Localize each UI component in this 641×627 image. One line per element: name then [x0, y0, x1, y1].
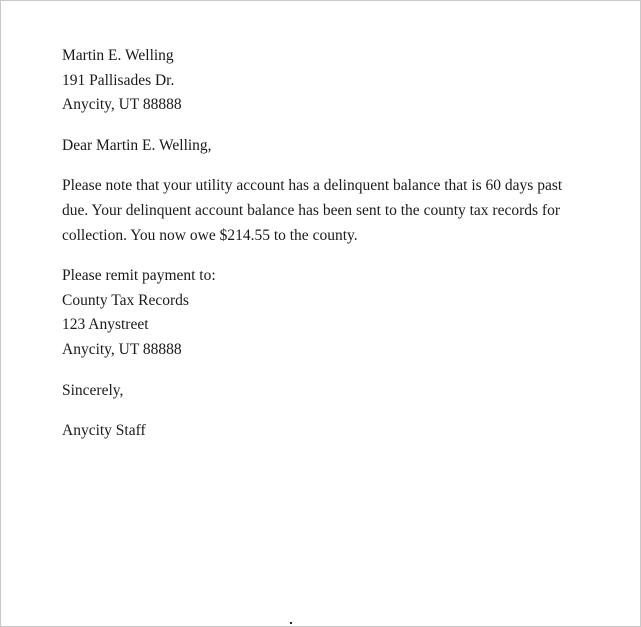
signature: Anycity Staff: [62, 422, 146, 440]
remit-heading: Please remit payment to:: [62, 267, 216, 285]
salutation: Dear Martin E. Welling,: [62, 136, 212, 154]
page-marker-dot: [290, 622, 292, 624]
recipient-city-state-zip: Anycity, UT 88888: [62, 96, 182, 114]
recipient-name: Martin E. Welling: [62, 47, 174, 64]
recipient-address: [62, 44, 587, 118]
salutation-block: [62, 134, 587, 159]
remit-name: County Tax Records: [62, 291, 189, 309]
body-paragraph: Please note that your utility account has a delinquent balance that is 60 days past due. Your delinquent account balance has been sent to the county tax records for collection. You now owe $214.55 to the county.: [62, 177, 563, 244]
recipient-street: 191 Pallisades Dr.: [62, 71, 175, 89]
letter-body: [62, 44, 587, 460]
remit-address: [62, 264, 587, 362]
remit-city-state-zip: Anycity, UT 88888: [62, 340, 182, 358]
closing: Sincerely,: [62, 381, 124, 399]
remit-street: 123 Anystreet: [62, 316, 149, 334]
signature-block: [62, 419, 587, 444]
body-paragraph-block: [62, 174, 587, 248]
closing-block: [62, 379, 587, 404]
